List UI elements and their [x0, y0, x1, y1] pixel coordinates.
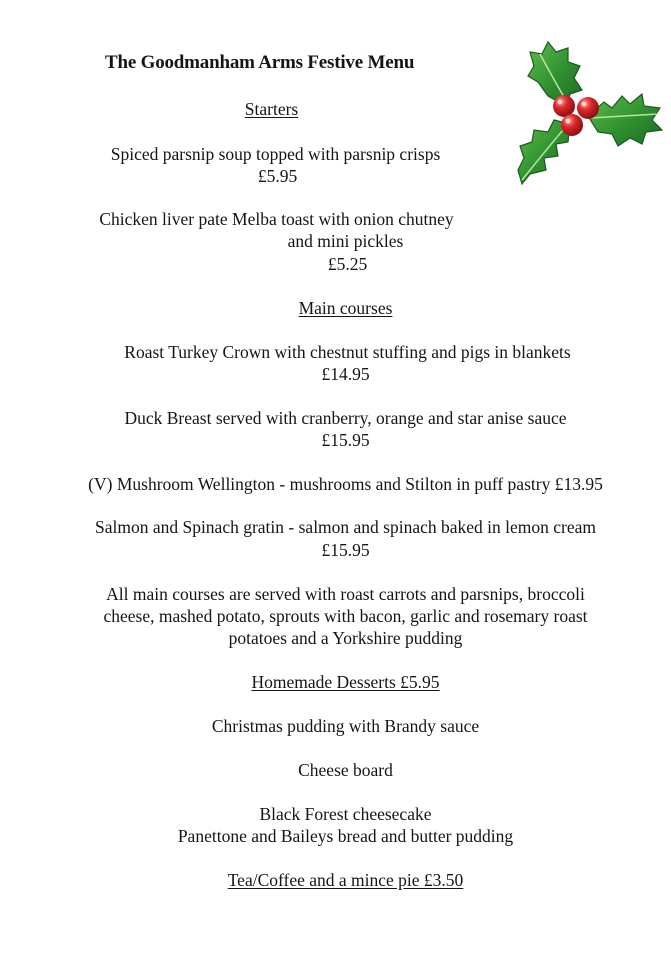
mains-note: potatoes and a Yorkshire pudding: [228, 628, 463, 648]
main-item-price: £15.95: [321, 430, 370, 450]
mains-note: All main courses are served with roast carrots and parsnips, broccoli: [106, 584, 585, 604]
main-item-name: (V) Mushroom Wellington - mushrooms and Stilton in puff pastry £13.95: [88, 474, 603, 494]
main-item-name: Roast Turkey Crown with chestnut stuffing and pigs in blankets: [124, 342, 571, 362]
main-item-name: Salmon and Spinach gratin - salmon and spinach baked in lemon cream: [94, 517, 597, 537]
starter-item-name: Spiced parsnip soup topped with parsnip crisps: [110, 144, 441, 164]
starter-item-price: £5.95: [257, 166, 298, 186]
mains-heading: Main courses: [298, 298, 393, 318]
main-item-name: Duck Breast served with cranberry, orange and star anise sauce: [124, 408, 567, 428]
starter-item-name: Chicken liver pate Melba toast with onion chutney: [99, 209, 454, 229]
starter-item-price: £5.25: [327, 254, 368, 274]
desserts-heading: Homemade Desserts £5.95: [251, 672, 440, 692]
starters-heading: Starters: [244, 99, 299, 119]
mains-note: cheese, mashed potato, sprouts with bacon, garlic and rosemary roast: [103, 606, 588, 626]
dessert-item: Cheese board: [298, 760, 393, 780]
main-item-price: £15.95: [321, 540, 370, 560]
starter-item-name: and mini pickles: [287, 231, 404, 251]
tea-coffee-heading: Tea/Coffee and a mince pie £3.50: [227, 870, 464, 890]
dessert-item: Black Forest cheesecake: [259, 804, 432, 824]
dessert-item: Panettone and Baileys bread and butter pudding: [177, 826, 514, 846]
dessert-item: Christmas pudding with Brandy sauce: [211, 716, 480, 736]
menu-title: The Goodmanham Arms Festive Menu: [105, 52, 415, 73]
main-item-price: £14.95: [321, 364, 370, 384]
